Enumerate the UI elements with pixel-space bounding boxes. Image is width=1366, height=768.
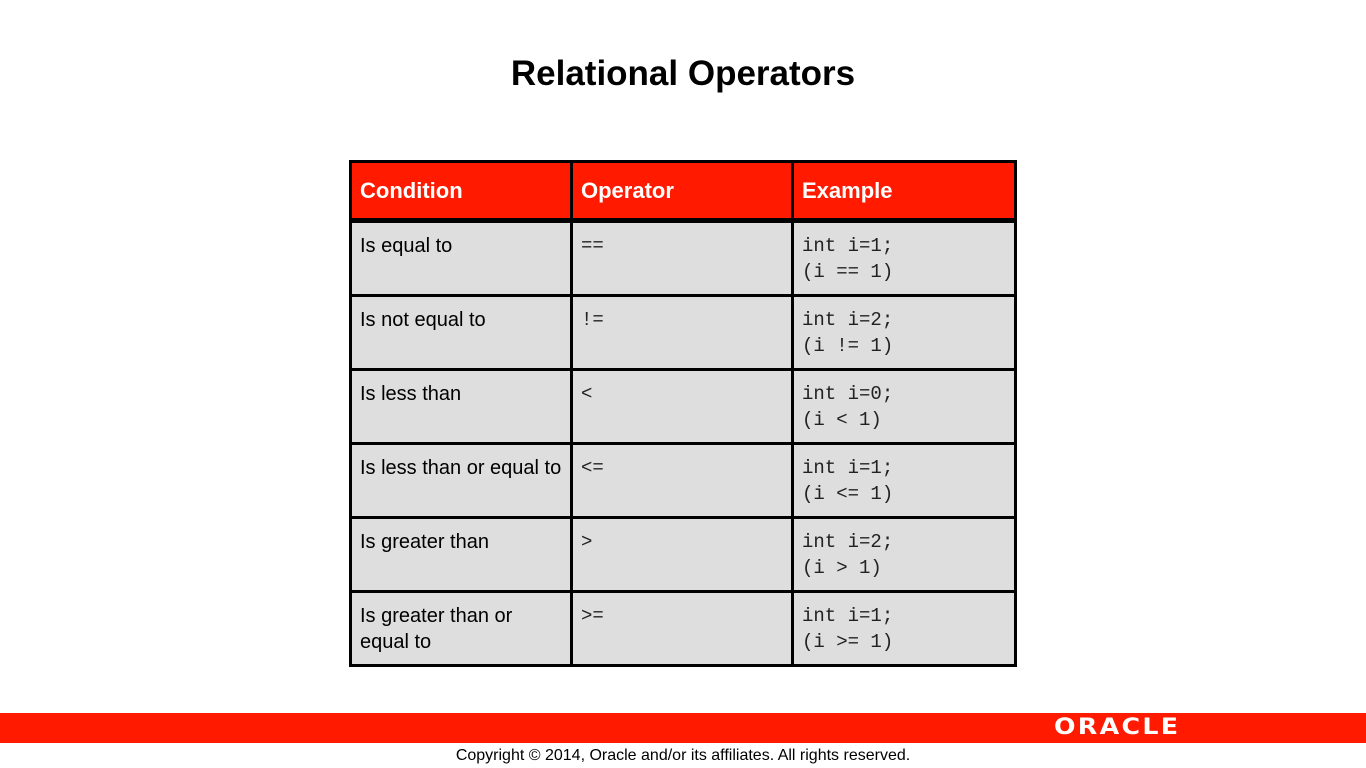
condition-cell: Is greater than or equal to bbox=[351, 592, 572, 666]
table-row bbox=[351, 592, 1016, 666]
example-cell bbox=[793, 221, 1016, 296]
operator-cell: < bbox=[572, 370, 793, 444]
operator-cell: > bbox=[572, 518, 793, 592]
operator-cell: == bbox=[572, 221, 793, 296]
header-example: Example bbox=[793, 162, 1016, 221]
example-line: (i <= 1) bbox=[802, 483, 894, 505]
example-cell bbox=[793, 444, 1016, 518]
example-line: (i != 1) bbox=[802, 335, 894, 357]
table-row bbox=[351, 444, 1016, 518]
operator-cell: >= bbox=[572, 592, 793, 666]
condition-cell: Is greater than bbox=[351, 518, 572, 592]
example-cell bbox=[793, 296, 1016, 370]
operator-cell: != bbox=[572, 296, 793, 370]
relational-operators-table bbox=[349, 160, 1017, 667]
condition-cell: Is not equal to bbox=[351, 296, 572, 370]
example-cell bbox=[793, 518, 1016, 592]
header-condition: Condition bbox=[351, 162, 572, 221]
slide-title: Relational Operators bbox=[510, 54, 856, 93]
operator-cell: <= bbox=[572, 444, 793, 518]
example-line: int i=2; bbox=[802, 531, 894, 553]
header-operator: Operator bbox=[572, 162, 793, 221]
condition-cell: Is less than or equal to bbox=[351, 444, 572, 518]
table-row bbox=[351, 221, 1016, 296]
copyright-notice: Copyright © 2014, Oracle and/or its affiliates. All rights reserved. bbox=[455, 747, 911, 764]
example-line: int i=1; bbox=[802, 235, 894, 257]
example-cell bbox=[793, 370, 1016, 444]
oracle-logo: ORACLE bbox=[1054, 715, 1181, 740]
table-row bbox=[351, 370, 1016, 444]
table-header-row bbox=[351, 162, 1016, 221]
table-row bbox=[351, 296, 1016, 370]
example-cell bbox=[793, 592, 1016, 666]
example-line: int i=1; bbox=[802, 457, 894, 479]
example-line: (i > 1) bbox=[802, 557, 882, 579]
example-line: (i < 1) bbox=[802, 409, 882, 431]
example-line: int i=1; bbox=[802, 605, 894, 627]
example-line: int i=2; bbox=[802, 309, 894, 331]
condition-cell: Is equal to bbox=[351, 221, 572, 296]
condition-cell: Is less than bbox=[351, 370, 572, 444]
example-line: (i >= 1) bbox=[802, 631, 894, 653]
table-row bbox=[351, 518, 1016, 592]
example-line: int i=0; bbox=[802, 383, 894, 405]
example-line: (i == 1) bbox=[802, 261, 894, 283]
